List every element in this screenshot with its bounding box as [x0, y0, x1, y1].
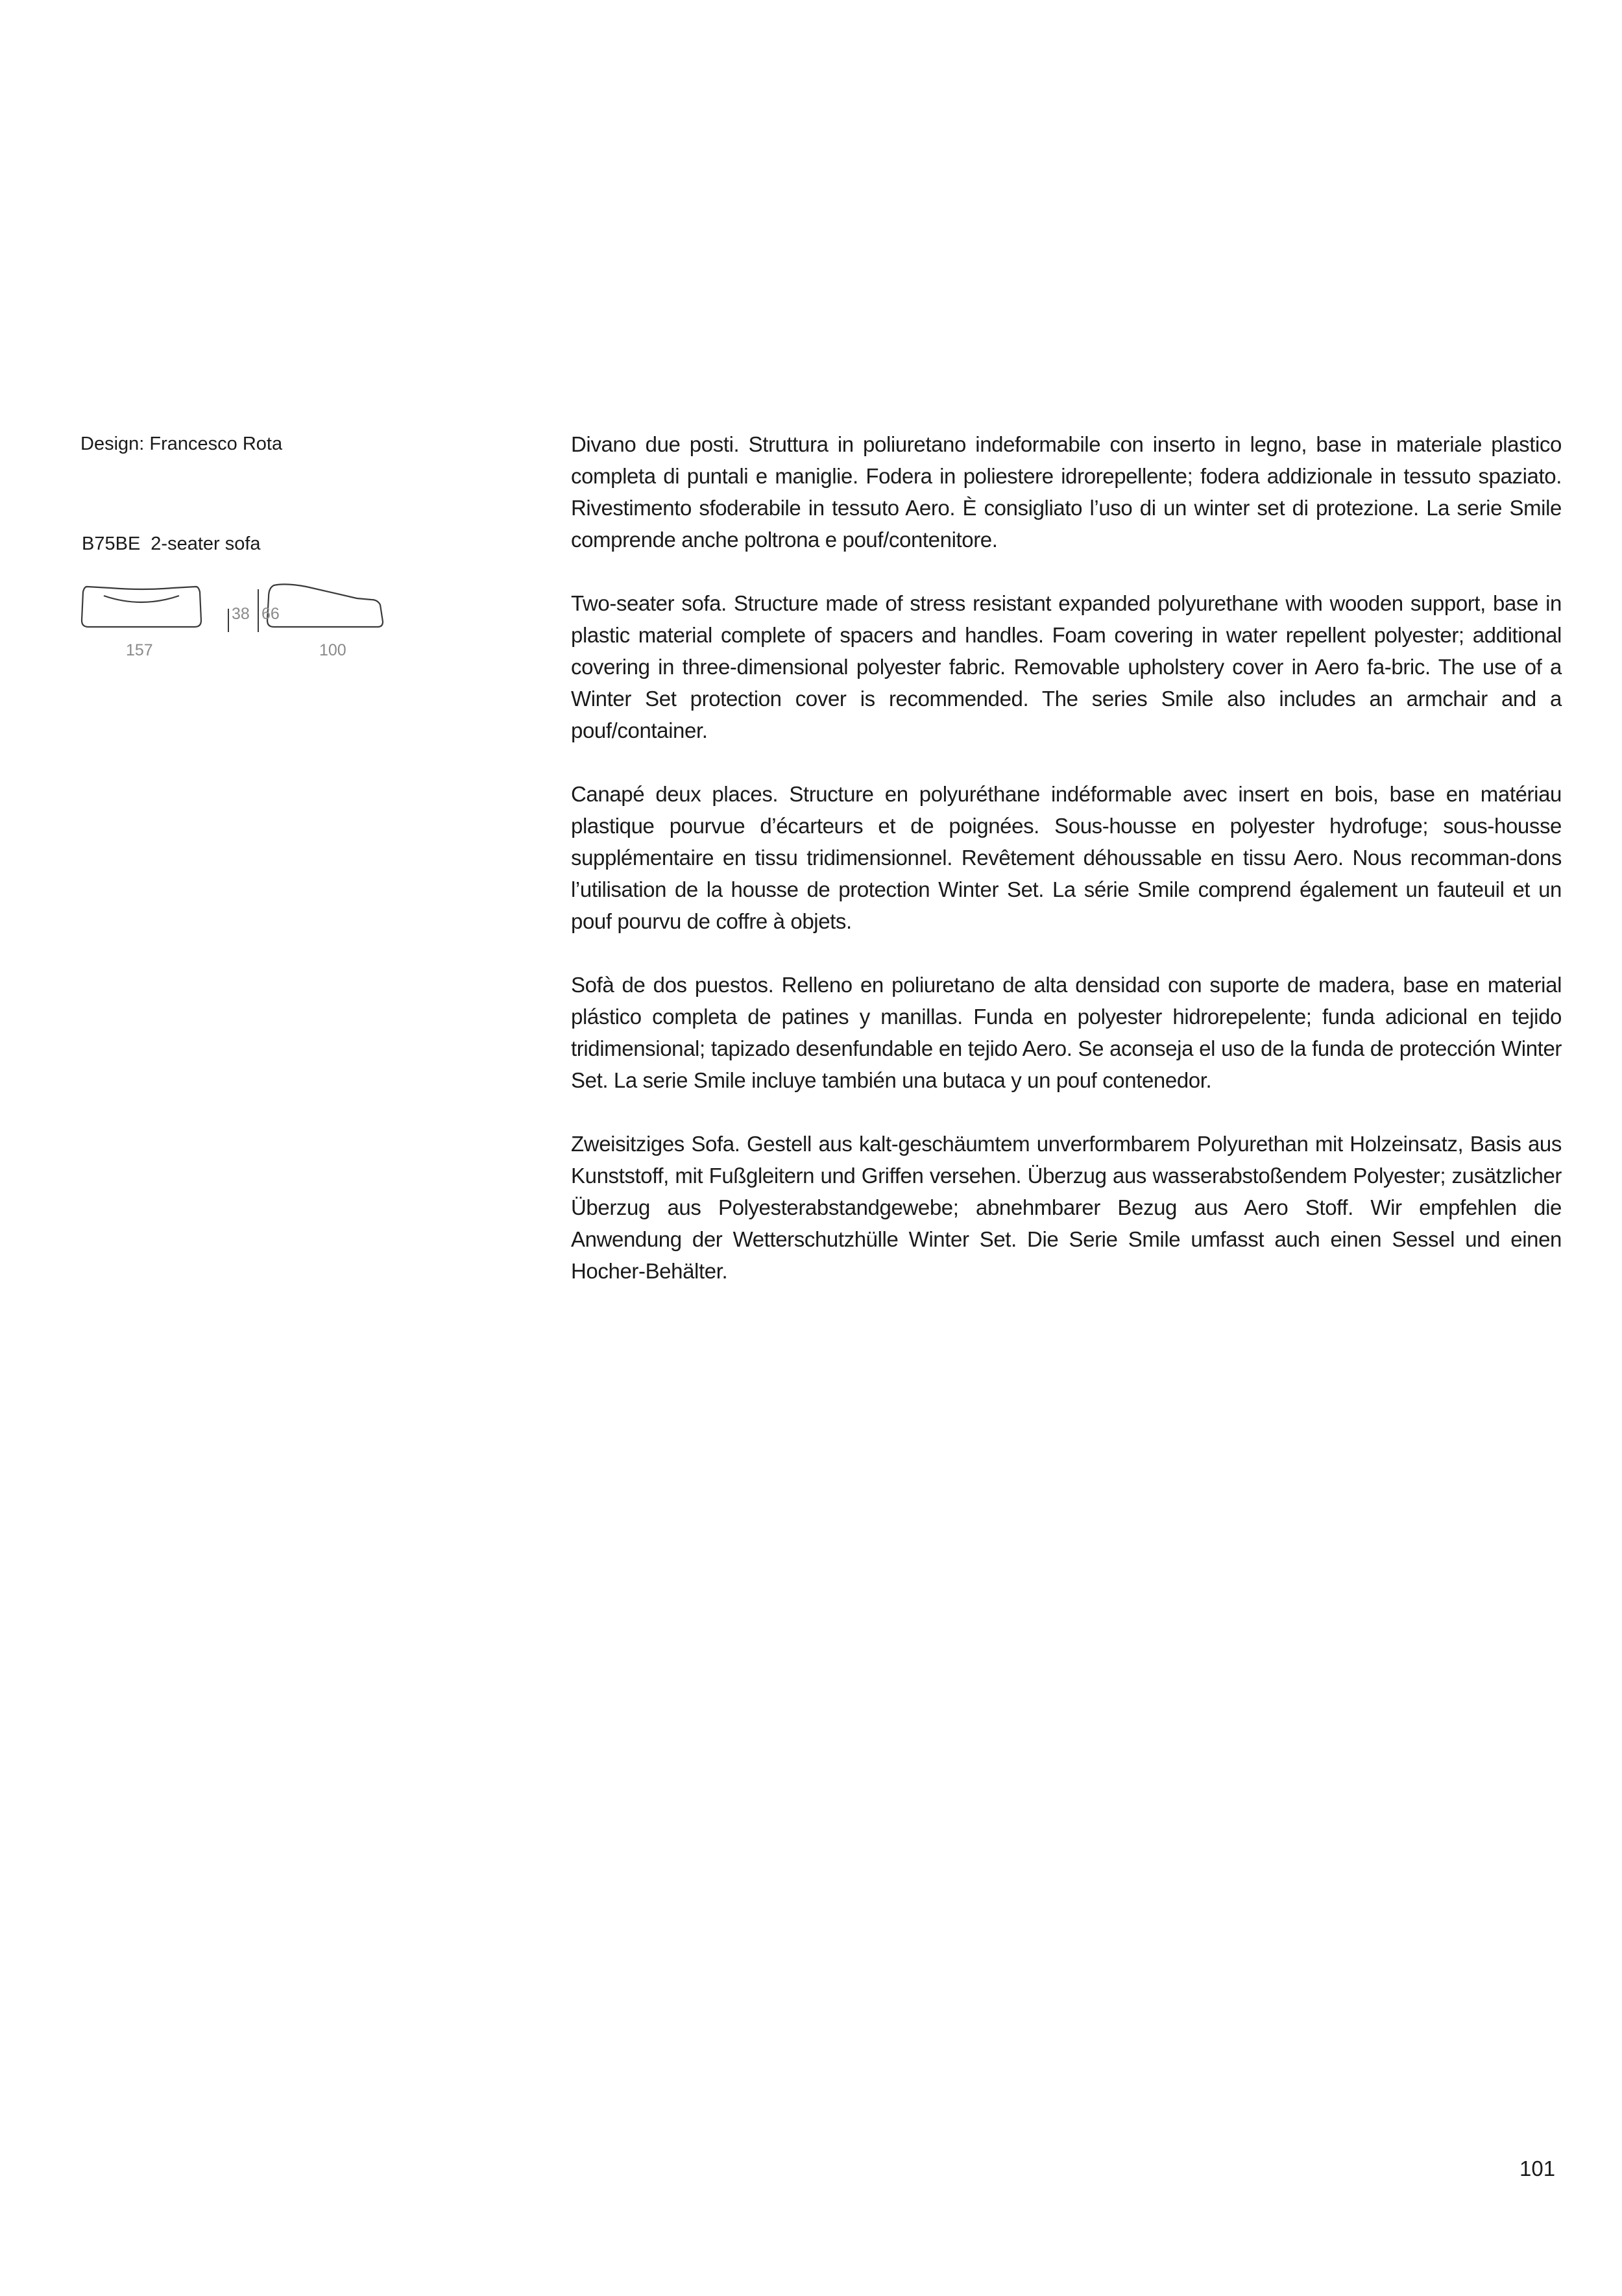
product-descriptions [571, 428, 1562, 1319]
product-name: 2-seater sofa [151, 533, 261, 554]
product-code: B75BE [82, 533, 141, 554]
description-italian: Divano due posti. Struttura in poliuretano indeformabile con inserto in legno, base in materiale plastico completa di puntali e maniglie. Fodera in poliestere idrorepellente; fodera addizionale in tessuto spaziato. Rivestimento sfoderabile in tessuto Aero. È consigliato l’uso di un winter set di protezione. La serie Smile comprende anche poltrona e pouf/contenitore. [571, 432, 1562, 552]
description-french: Canapé deux places. Structure en polyuréthane indéformable avec insert en bois, base en matériau plastique pourvue d’écarteurs et de poignées. Sous-housse en polyester hydrofuge; sous-housse supplémentaire en tissu tridimensionnel. Revêtement déhoussable en tissu Aero. Nous recomman-dons l’utilisation de la housse de protection Winter Set. La série Smile comprend également un fauteuil et un pouf pourvu de coffre à objets. [571, 782, 1562, 933]
total-height-value: 66 [261, 605, 280, 623]
width-value: 157 [126, 641, 153, 659]
design-credit: Design: Francesco Rota [80, 434, 283, 454]
seat-height-value: 38 [232, 605, 250, 623]
description-english: Two-seater sofa. Structure made of stress resistant expanded polyurethane with wooden support, base in plastic material complete of spacers and handles. Foam covering in water repellent polyester; additional covering in three-dimensional polyester fabric. Removable upholstery cover in Aero fa-bric. The use of a Winter Set protection cover is recommended. The series Smile also includes an armchair and a pouf/container. [571, 591, 1562, 742]
sofa-front-view-icon [82, 587, 201, 627]
dimension-diagrams [78, 578, 389, 668]
depth-value: 100 [319, 641, 346, 659]
description-spanish: Sofà de dos puestos. Relleno en poliuretano de alta densidad con suporte de madera, base en material plástico completa de patines y manillas. Funda en polyester hidrorepelente; funda adicional en tejido tridimensional; tapizado desenfundable en tejido Aero. Se aconseja el uso de la funda de protección Winter Set. La serie Smile incluye también una butaca y un pouf contenedor. [571, 973, 1562, 1092]
page-number: 101 [1519, 2156, 1556, 2180]
description-german: Zweisitziges Sofa. Gestell aus kalt-geschäumtem unverformbarem Polyurethan mit Holzeinsatz, Basis aus Kunststoff, mit Fußgleitern und Griffen versehen. Überzug aus wasserabstoßendem Polyester; zusätzlicher Überzug aus Polyesterabstandgewebe; abnehmbarer Bezug aus Aero Stoff. Wir empfehlen die Anwendung der Wetterschutzhülle Winter Set. Die Serie Smile umfasst auch einen Sessel und einen Hocher-Behälter. [571, 1132, 1562, 1283]
product-label [82, 531, 261, 557]
sofa-side-view-icon [267, 584, 383, 627]
